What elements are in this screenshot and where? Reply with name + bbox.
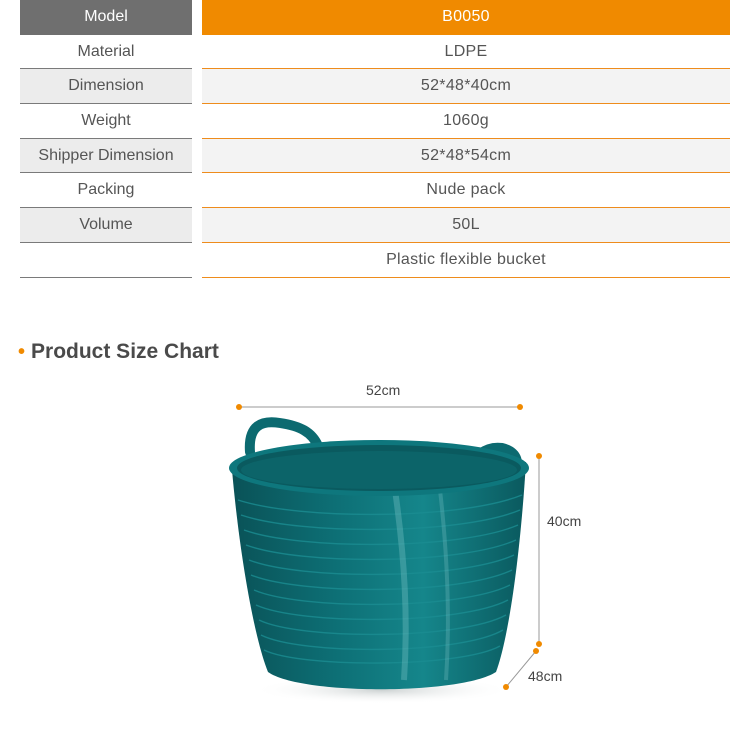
height-dimension	[536, 453, 542, 647]
row-value: 52*48*40cm	[202, 69, 730, 104]
row-label: Shipper Dimension	[20, 139, 192, 174]
header-value: B0050	[202, 0, 730, 35]
bucket-body	[232, 462, 526, 689]
row-label: Volume	[20, 208, 192, 243]
width-label: 52cm	[366, 382, 401, 398]
row-value: Nude pack	[202, 173, 730, 208]
width-dimension	[236, 404, 523, 410]
row-label: Dimension	[20, 69, 192, 104]
row-label: Weight	[20, 104, 192, 139]
row-value: Plastic flexible bucket	[202, 243, 730, 278]
depth-label: 48cm	[528, 668, 563, 684]
header-label: Model	[20, 0, 192, 35]
size-chart-title-text: Product Size Chart	[31, 340, 219, 363]
row-value: 1060g	[202, 104, 730, 139]
height-label: 40cm	[547, 513, 582, 529]
row-value: 50L	[202, 208, 730, 243]
row-value: LDPE	[202, 35, 730, 70]
row-value: 52*48*54cm	[202, 139, 730, 174]
row-label: Packing	[20, 173, 192, 208]
row-label: Material	[20, 35, 192, 70]
bullet-icon: •	[18, 340, 26, 363]
